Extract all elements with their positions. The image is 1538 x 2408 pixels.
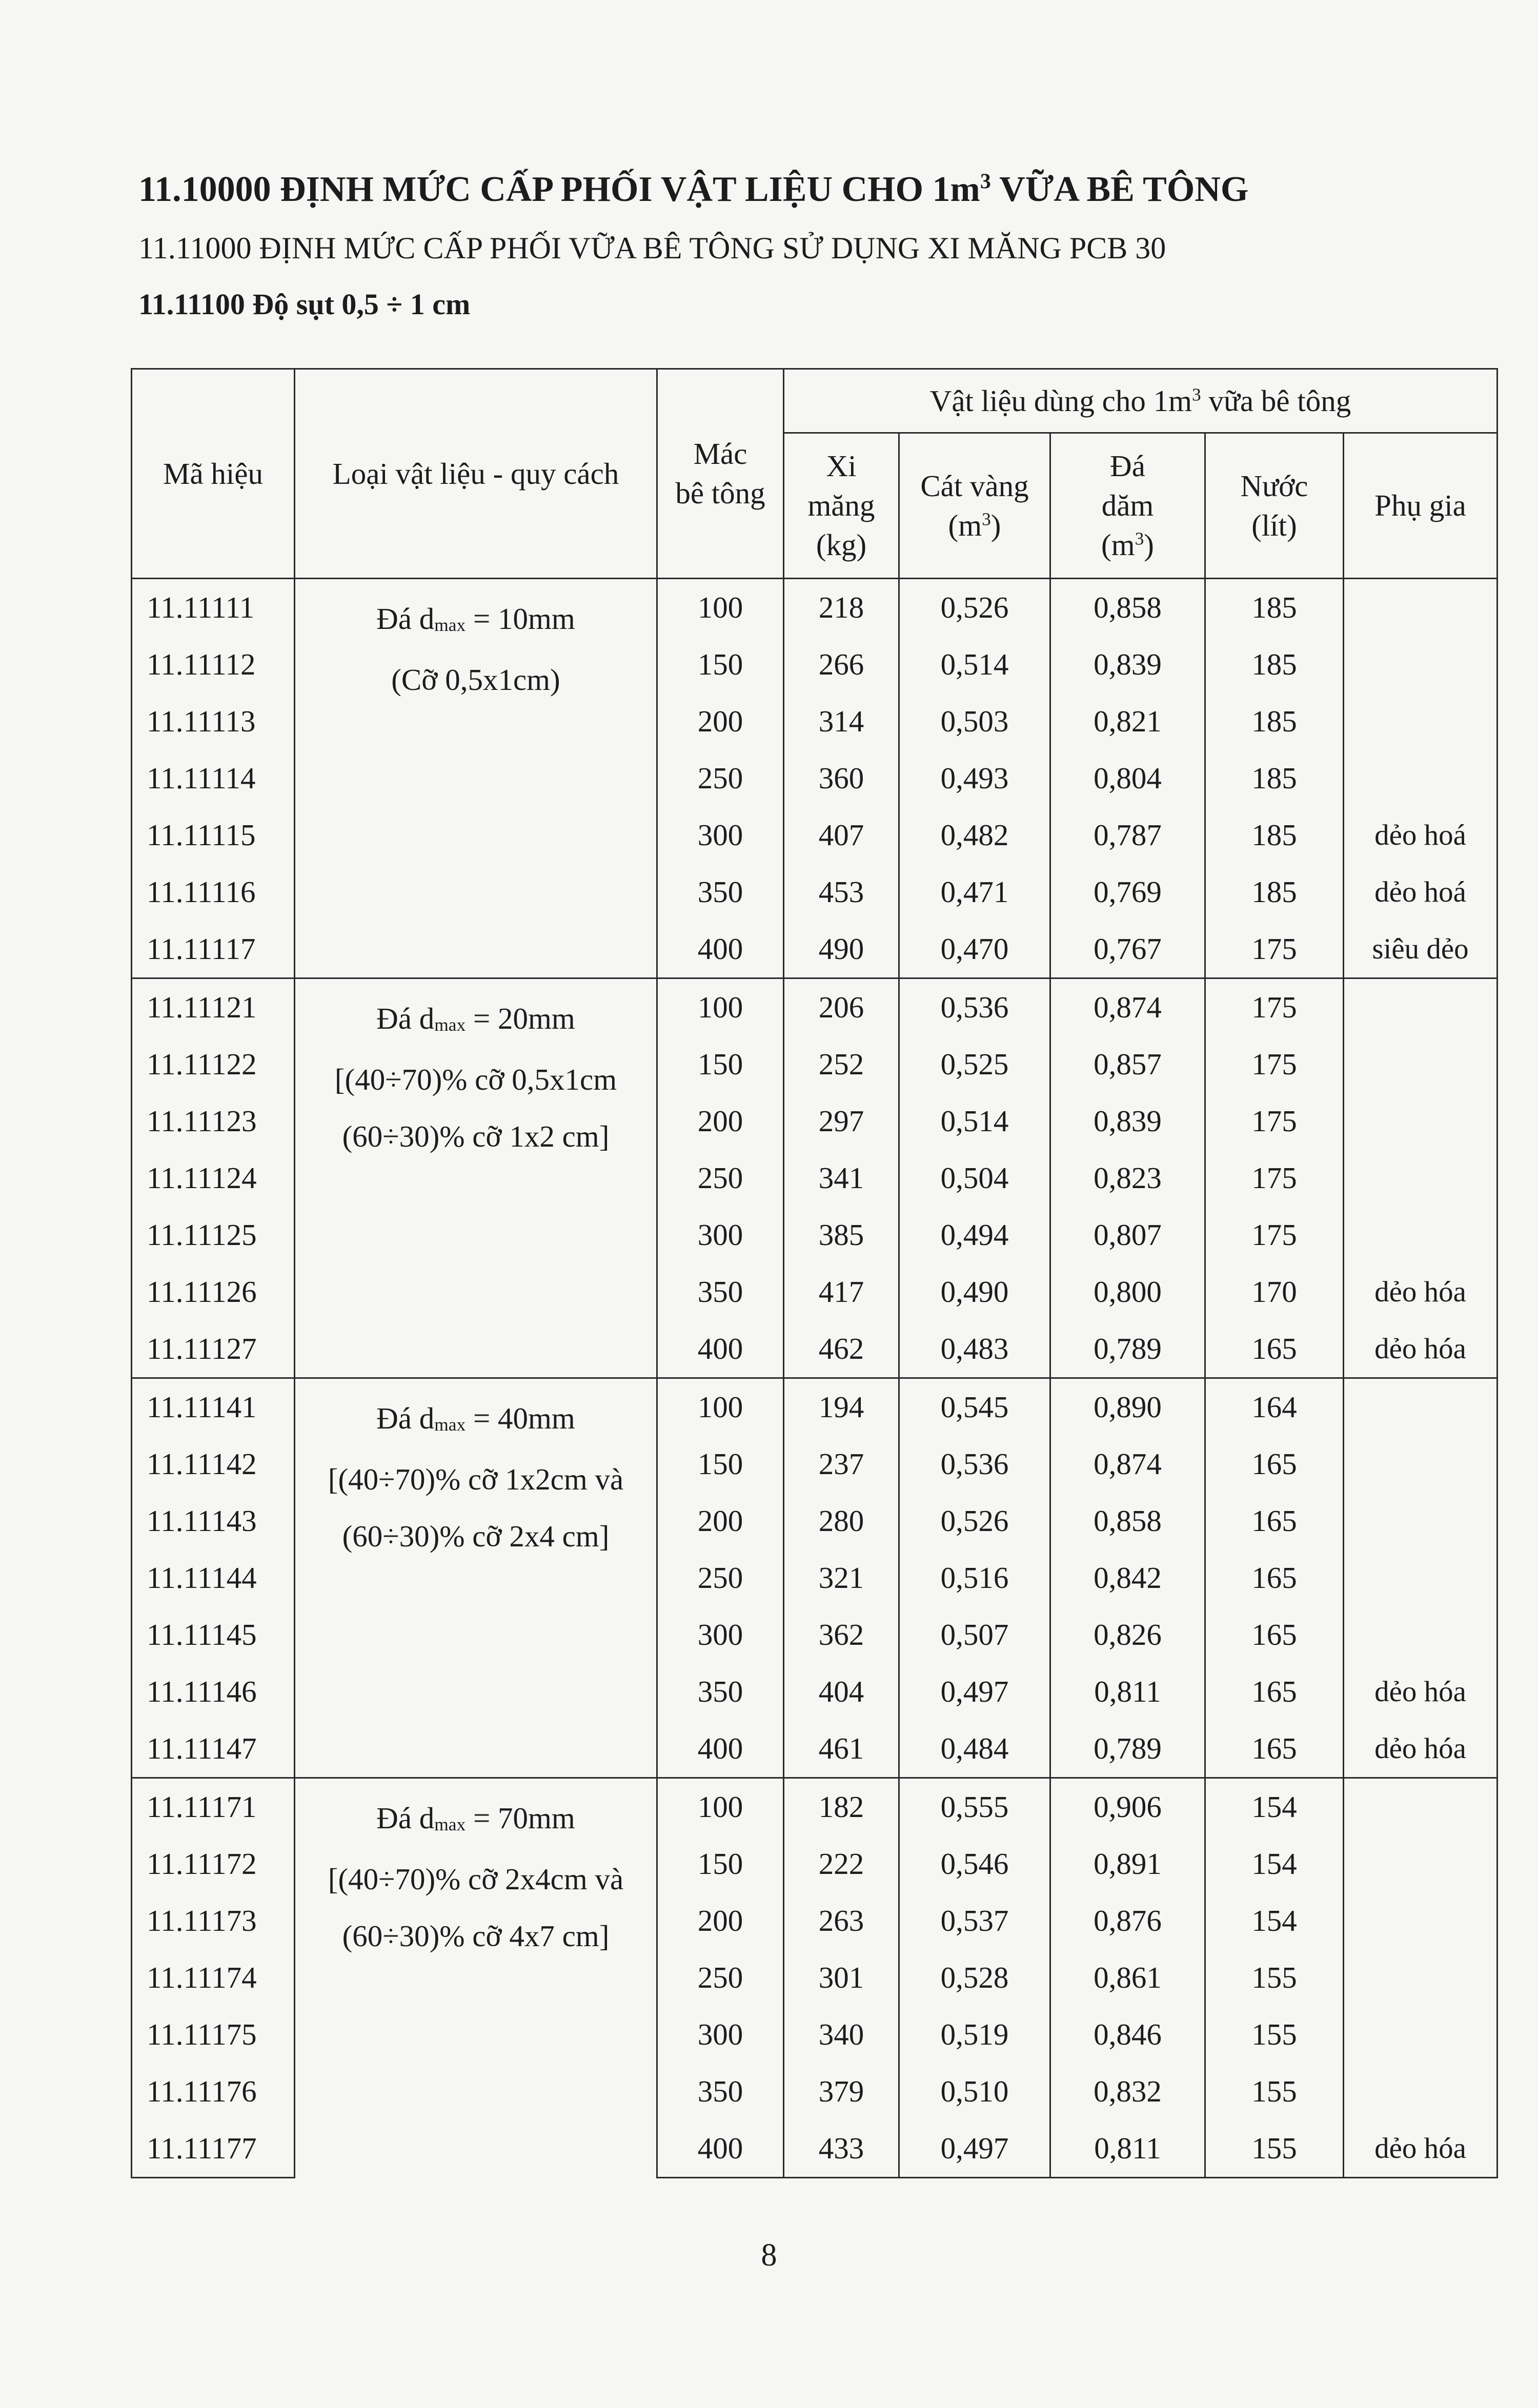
sand-cell: 0,545 [899,1378,1050,1436]
header-sand-end: ) [990,508,1001,542]
water-cell: 154 [1205,1835,1344,1892]
code-cell: 11.11146 [132,1663,295,1720]
sand-cell: 0,510 [899,2063,1050,2120]
cement-cell: 222 [784,1835,899,1892]
code-cell: 11.11124 [132,1150,295,1207]
admixture-cell [1344,1150,1497,1207]
cement-cell: 433 [784,2120,899,2178]
cement-cell: 206 [784,978,899,1036]
admixture-cell [1344,1606,1497,1663]
water-cell: 185 [1205,864,1344,921]
code-cell: 11.11174 [132,1949,295,2006]
code-cell: 11.11147 [132,1720,295,1778]
admixture-cell [1344,1036,1497,1093]
header-grade-line1: Mác [693,437,747,471]
material-spec-line: Đá $d_{max} = 70mm$ [376,1801,575,1835]
admixture-cell [1344,1436,1497,1493]
stone-cell: 0,891 [1050,1835,1205,1892]
header-grade [657,369,784,579]
grade-cell: 400 [657,1720,784,1778]
grade-cell: 200 [657,1892,784,1949]
stone-cell: 0,846 [1050,2006,1205,2063]
stone-cell: 0,804 [1050,750,1205,807]
water-cell: 165 [1205,1549,1344,1606]
sand-cell: 0,493 [899,750,1050,807]
admixture-cell [1344,2063,1497,2120]
cement-cell: 341 [784,1150,899,1207]
admixture-cell [1344,1778,1497,1836]
admixture-cell [1344,1549,1497,1606]
header-stone [1050,433,1205,579]
header-stone-end: ) [1144,527,1154,562]
code-cell: 11.11114 [132,750,295,807]
grade-cell: 350 [657,2063,784,2120]
page-number: 8 [761,2238,777,2273]
water-cell: 185 [1205,807,1344,864]
stone-cell: 0,821 [1050,693,1205,750]
stone-cell: 0,842 [1050,1549,1205,1606]
header-group-text: Vật liệu dùng cho 1m [929,383,1192,418]
subscript-max: max [434,1813,466,1834]
grade-cell: 300 [657,1207,784,1263]
cement-cell: 379 [784,2063,899,2120]
header-water-l1: Nước [1240,468,1308,503]
header-cement [784,433,899,579]
main-heading-suffix: VỮA BÊ TÔNG [990,170,1249,209]
code-cell: 11.11123 [132,1093,295,1150]
sand-cell: 0,555 [899,1778,1050,1836]
code-cell: 11.11176 [132,2063,295,2120]
table-row [132,579,1497,637]
sand-cell: 0,536 [899,978,1050,1036]
stone-cell: 0,890 [1050,1378,1205,1436]
header-sand-l1: Cát vàng [920,468,1029,503]
header-sand-sup: 3 [982,508,991,529]
header-stone-l3: (m [1101,527,1135,562]
admixture-cell [1344,579,1497,637]
code-cell: 11.11111 [132,579,295,637]
code-cell: 11.11116 [132,864,295,921]
stone-cell: 0,874 [1050,1436,1205,1493]
material-spec-cell [295,1778,657,2178]
material-spec-line: [(40÷70)% cỡ 2x4cm và [328,1862,624,1896]
admixture-cell [1344,1093,1497,1150]
cement-cell: 182 [784,1778,899,1836]
code-cell: 11.11113 [132,693,295,750]
code-cell: 11.11175 [132,2006,295,2063]
admixture-cell [1344,1892,1497,1949]
sand-cell: 0,514 [899,636,1050,693]
code-cell: 11.11145 [132,1606,295,1663]
water-cell: 185 [1205,579,1344,637]
grade-cell: 400 [657,1320,784,1378]
grade-cell: 250 [657,750,784,807]
stone-cell: 0,832 [1050,2063,1205,2120]
stone-cell: 0,906 [1050,1778,1205,1836]
water-cell: 165 [1205,1663,1344,1720]
code-cell: 11.11141 [132,1378,295,1436]
header-material-group [784,369,1497,433]
stone-cell: 0,823 [1050,1150,1205,1207]
cement-cell: 490 [784,921,899,978]
admixture-cell: dẻo hóa [1344,1263,1497,1320]
sand-cell: 0,504 [899,1150,1050,1207]
stone-cell: 0,811 [1050,1663,1205,1720]
grade-cell: 250 [657,1150,784,1207]
stone-cell: 0,826 [1050,1606,1205,1663]
cement-cell: 385 [784,1207,899,1263]
grade-cell: 350 [657,864,784,921]
grade-cell: 400 [657,921,784,978]
grade-cell: 100 [657,579,784,637]
header-group-sup: 3 [1192,384,1201,404]
sub-heading: 11.11000 ĐỊNH MỨC CẤP PHỐI VỮA BÊ TÔNG SỬ DỤNG XI MĂNG PCB 30 [138,231,1166,265]
material-spec-cell [295,579,657,978]
cement-cell: 417 [784,1263,899,1320]
grade-cell: 100 [657,1378,784,1436]
admixture-cell [1344,1378,1497,1436]
grade-cell: 150 [657,1835,784,1892]
water-cell: 185 [1205,636,1344,693]
cement-cell: 461 [784,1720,899,1778]
stone-cell: 0,789 [1050,1320,1205,1378]
admixture-cell [1344,978,1497,1036]
sand-cell: 0,514 [899,1093,1050,1150]
material-spec-line: Đá $d_{max} = 10mm$ [376,602,575,636]
stone-cell: 0,857 [1050,1036,1205,1093]
header-stone-l1: Đá [1110,449,1145,483]
cement-cell: 266 [784,636,899,693]
sand-cell: 0,471 [899,864,1050,921]
subscript-max: max [434,614,466,635]
stone-cell: 0,858 [1050,1493,1205,1549]
code-cell: 11.11143 [132,1493,295,1549]
stone-cell: 0,789 [1050,1720,1205,1778]
cement-cell: 360 [784,750,899,807]
stone-cell: 0,807 [1050,1207,1205,1263]
admixture-cell [1344,1835,1497,1892]
header-code: Mã hiệu [132,369,295,579]
grade-cell: 300 [657,1606,784,1663]
admixture-cell: dẻo hóa [1344,1663,1497,1720]
sand-cell: 0,490 [899,1263,1050,1320]
code-cell: 11.11142 [132,1436,295,1493]
code-cell: 11.11121 [132,978,295,1036]
water-cell: 175 [1205,1150,1344,1207]
mix-proportion-table [131,368,1498,2178]
subscript-max: max [434,1014,466,1035]
sand-cell: 0,536 [899,1436,1050,1493]
grade-cell: 350 [657,1663,784,1720]
sand-cell: 0,470 [899,921,1050,978]
sand-cell: 0,519 [899,2006,1050,2063]
admixture-cell [1344,2006,1497,2063]
material-spec-cell [295,978,657,1378]
header-stone-sup: 3 [1135,528,1144,549]
water-cell: 175 [1205,1036,1344,1093]
code-cell: 11.11125 [132,1207,295,1263]
sand-cell: 0,516 [899,1549,1050,1606]
material-spec-cell [295,1378,657,1778]
cement-cell: 407 [784,807,899,864]
cement-cell: 280 [784,1493,899,1549]
cement-cell: 462 [784,1320,899,1378]
cement-cell: 340 [784,2006,899,2063]
cement-cell: 297 [784,1093,899,1150]
sand-cell: 0,507 [899,1606,1050,1663]
sand-cell: 0,537 [899,1892,1050,1949]
sand-cell: 0,546 [899,1835,1050,1892]
grade-cell: 250 [657,1949,784,2006]
cement-cell: 404 [784,1663,899,1720]
stone-cell: 0,839 [1050,1093,1205,1150]
cement-cell: 252 [784,1036,899,1093]
header-group-suffix: vữa bê tông [1201,383,1351,418]
water-cell: 165 [1205,1493,1344,1549]
header-sand [899,433,1050,579]
admixture-cell [1344,1949,1497,2006]
sand-cell: 0,482 [899,807,1050,864]
stone-cell: 0,767 [1050,921,1205,978]
code-cell: 11.11115 [132,807,295,864]
material-spec-line: (60÷30)% cỡ 2x4 cm] [342,1519,610,1553]
header-admixture: Phụ gia [1344,433,1497,579]
admixture-cell: dẻo hoá [1344,807,1497,864]
admixture-cell: dẻo hoá [1344,864,1497,921]
water-cell: 165 [1205,1720,1344,1778]
stone-cell: 0,811 [1050,2120,1205,2178]
sand-cell: 0,494 [899,1207,1050,1263]
grade-cell: 100 [657,978,784,1036]
cement-cell: 301 [784,1949,899,2006]
grade-cell: 150 [657,636,784,693]
cement-cell: 314 [784,693,899,750]
sand-cell: 0,528 [899,1949,1050,2006]
admixture-cell: dẻo hóa [1344,1720,1497,1778]
admixture-cell: dẻo hóa [1344,2120,1497,2178]
admixture-cell: dẻo hóa [1344,1320,1497,1378]
admixture-cell [1344,636,1497,693]
code-cell: 11.11126 [132,1263,295,1320]
code-cell: 11.11172 [132,1835,295,1892]
sand-cell: 0,526 [899,1493,1050,1549]
admixture-cell [1344,693,1497,750]
code-cell: 11.11127 [132,1320,295,1378]
admixture-cell [1344,750,1497,807]
stone-cell: 0,858 [1050,579,1205,637]
table-row [132,978,1497,1036]
subscript-max: max [434,1414,466,1435]
admixture-cell: siêu dẻo [1344,921,1497,978]
water-cell: 155 [1205,1949,1344,2006]
grade-cell: 150 [657,1436,784,1493]
grade-cell: 200 [657,1493,784,1549]
water-cell: 155 [1205,2063,1344,2120]
code-cell: 11.11177 [132,2120,295,2178]
code-cell: 11.11171 [132,1778,295,1836]
sand-cell: 0,484 [899,1720,1050,1778]
header-water-l2: (lít) [1251,508,1297,542]
water-cell: 165 [1205,1606,1344,1663]
table-row [132,1378,1497,1436]
main-heading [138,169,1248,210]
grade-cell: 300 [657,2006,784,2063]
header-cement-l2: măng [807,488,875,523]
water-cell: 165 [1205,1320,1344,1378]
water-cell: 175 [1205,1207,1344,1263]
sand-cell: 0,525 [899,1036,1050,1093]
code-cell: 11.11122 [132,1036,295,1093]
header-sand-l2: (m [948,508,982,542]
cement-cell: 237 [784,1436,899,1493]
water-cell: 165 [1205,1436,1344,1493]
header-water [1205,433,1344,579]
water-cell: 155 [1205,2006,1344,2063]
main-heading-sup: 3 [980,170,991,194]
sand-cell: 0,497 [899,1663,1050,1720]
water-cell: 185 [1205,750,1344,807]
sand-cell: 0,483 [899,1320,1050,1378]
water-cell: 154 [1205,1778,1344,1836]
material-spec-line: (60÷30)% cỡ 1x2 cm] [342,1119,610,1153]
water-cell: 155 [1205,2120,1344,2178]
code-cell: 11.11117 [132,921,295,978]
water-cell: 175 [1205,978,1344,1036]
header-material: Loại vật liệu - quy cách [295,369,657,579]
stone-cell: 0,839 [1050,636,1205,693]
stone-cell: 0,769 [1050,864,1205,921]
grade-cell: 300 [657,807,784,864]
water-cell: 154 [1205,1892,1344,1949]
cement-cell: 263 [784,1892,899,1949]
material-spec-line: (60÷30)% cỡ 4x7 cm] [342,1919,610,1953]
stone-cell: 0,874 [1050,978,1205,1036]
material-spec-line: Đá $d_{max} = 20mm$ [376,1002,575,1035]
water-cell: 170 [1205,1263,1344,1320]
material-spec-line: [(40÷70)% cỡ 1x2cm và [328,1462,624,1496]
material-spec-line: (Cỡ 0,5x1cm) [391,663,560,697]
grade-cell: 200 [657,693,784,750]
stone-cell: 0,800 [1050,1263,1205,1320]
water-cell: 175 [1205,921,1344,978]
grade-cell: 100 [657,1778,784,1836]
code-cell: 11.11173 [132,1892,295,1949]
material-spec-line: [(40÷70)% cỡ 0,5x1cm [334,1063,617,1096]
header-grade-line2: bê tông [675,476,765,510]
code-cell: 11.11112 [132,636,295,693]
cement-cell: 194 [784,1378,899,1436]
sand-cell: 0,526 [899,579,1050,637]
grade-cell: 150 [657,1036,784,1093]
header-stone-l2: dăm [1101,488,1154,523]
material-spec-line: Đá $d_{max} = 40mm$ [376,1401,575,1435]
cement-cell: 218 [784,579,899,637]
stone-cell: 0,861 [1050,1949,1205,2006]
code-cell: 11.11144 [132,1549,295,1606]
grade-cell: 250 [657,1549,784,1606]
table-row [132,1778,1497,1836]
water-cell: 185 [1205,693,1344,750]
stone-cell: 0,876 [1050,1892,1205,1949]
sand-cell: 0,497 [899,2120,1050,2178]
main-heading-text: 11.10000 ĐỊNH MỨC CẤP PHỐI VẬT LIỆU CHO 1m [138,170,980,209]
sand-cell: 0,503 [899,693,1050,750]
section-heading: 11.11100 Độ sụt 0,5 ÷ 1 cm [138,288,471,321]
header-cement-l3: (kg) [816,527,867,562]
grade-cell: 400 [657,2120,784,2178]
table-body [132,579,1497,2178]
stone-cell: 0,787 [1050,807,1205,864]
admixture-cell [1344,1207,1497,1263]
grade-cell: 200 [657,1093,784,1150]
header-cement-l1: Xi [826,449,857,483]
cement-cell: 453 [784,864,899,921]
cement-cell: 362 [784,1606,899,1663]
grade-cell: 350 [657,1263,784,1320]
water-cell: 164 [1205,1378,1344,1436]
water-cell: 175 [1205,1093,1344,1150]
admixture-cell [1344,1493,1497,1549]
cement-cell: 321 [784,1549,899,1606]
